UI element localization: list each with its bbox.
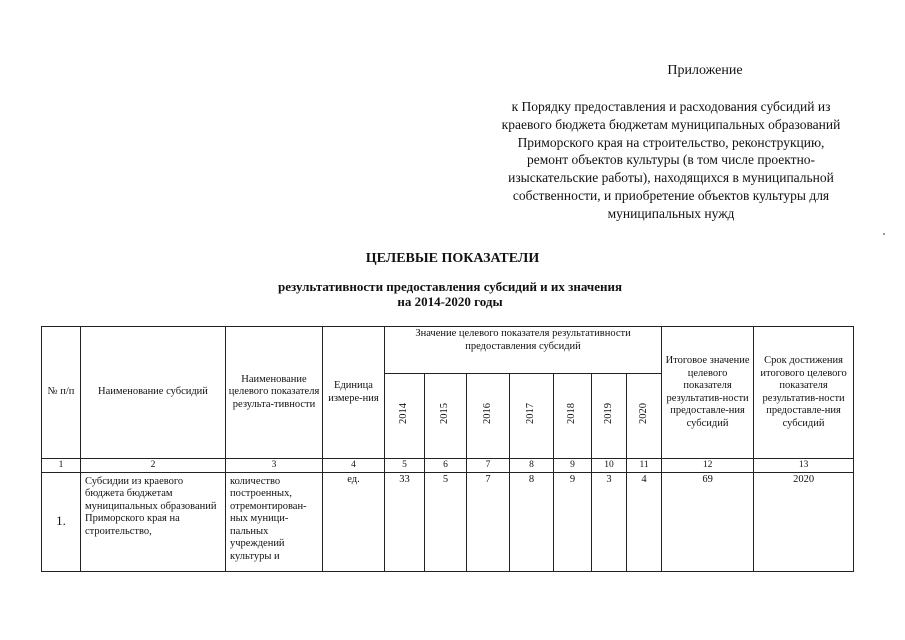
appendix-line: краевого бюджета бюджетам муниципальных образований [501, 116, 841, 132]
column-number: 4 [323, 459, 385, 473]
subtitle-line: результативности предоставления субсидий и их значения [278, 279, 622, 294]
header-num: № п/п [42, 327, 81, 459]
header-values-group: Значение целевого показателя результативности предоставления субсидий [385, 327, 662, 374]
column-number: 3 [226, 459, 323, 473]
row-unit: ед. [323, 472, 385, 571]
row-value-2017: 8 [510, 472, 554, 571]
appendix-line: муниципальных нужд [607, 205, 735, 221]
column-number: 11 [627, 459, 662, 473]
column-number: 12 [662, 459, 754, 473]
header-year: 2017 [510, 374, 554, 459]
row-value-2018: 9 [554, 472, 592, 571]
appendix-line: собственности, и приобретение объектов культуры для [512, 187, 830, 203]
column-number: 1 [42, 459, 81, 473]
column-number: 7 [467, 459, 510, 473]
subtitle-line: на 2014-2020 годы [397, 294, 503, 309]
header-year: 2020 [627, 374, 662, 459]
document-subtitle [170, 279, 730, 309]
appendix-line: изыскательские работы), находящихся в муниципальной [508, 170, 834, 186]
appendix-line: Приморского края на строительство, реконструкцию, [517, 134, 825, 150]
column-number: 9 [554, 459, 592, 473]
column-number: 2 [81, 459, 226, 473]
scan-artifact [883, 233, 885, 235]
table-row [42, 472, 854, 571]
column-number: 10 [592, 459, 627, 473]
header-unit: Единица измере-ния [323, 327, 385, 459]
header-year: 2015 [425, 374, 467, 459]
row-indicator-name: количество построенных, отремонтирован-ных муници-пальных учреждений культуры и [226, 472, 323, 571]
header-total: Итоговое значение целевого показателя результатив-ности предоставле-ния субсидий [662, 327, 754, 459]
header-subsidy-name: Наименование субсидий [81, 327, 226, 459]
appendix-line: к Порядку предоставления и расходования субсидий из [511, 99, 831, 114]
header-row [42, 327, 854, 374]
row-value-2015: 5 [425, 472, 467, 571]
column-number: 5 [385, 459, 425, 473]
row-deadline: 2020 [754, 472, 854, 571]
indicators-table [41, 326, 854, 572]
column-numbers-row [42, 459, 854, 473]
header-year: 2014 [385, 374, 425, 459]
header-year: 2019 [592, 374, 627, 459]
column-number: 8 [510, 459, 554, 473]
header-indicator-name: Наименование целевого показателя результа-тивности [226, 327, 323, 459]
row-total: 69 [662, 472, 754, 571]
row-value-2014: 33 [385, 472, 425, 571]
appendix-title: Приложение [667, 63, 743, 78]
column-number: 13 [754, 459, 854, 473]
appendix-description [462, 98, 880, 223]
header-deadline: Срок достижения итогового целевого показателя результатив-ности предоставле-ния субсидий [754, 327, 854, 459]
row-value-2020: 4 [627, 472, 662, 571]
header-year: 2018 [554, 374, 592, 459]
document-title: ЦЕЛЕВЫЕ ПОКАЗАТЕЛИ [365, 251, 540, 266]
row-value-2016: 7 [467, 472, 510, 571]
row-value-2019: 3 [592, 472, 627, 571]
row-subsidy-name: Субсидии из краевого бюджета бюджетам муниципальных образований Приморского края на строительство, [81, 472, 226, 571]
header-year: 2016 [467, 374, 510, 459]
row-num: 1. [42, 472, 81, 571]
column-number: 6 [425, 459, 467, 473]
appendix-line: ремонт объектов культуры (в том числе проектно- [526, 152, 816, 168]
